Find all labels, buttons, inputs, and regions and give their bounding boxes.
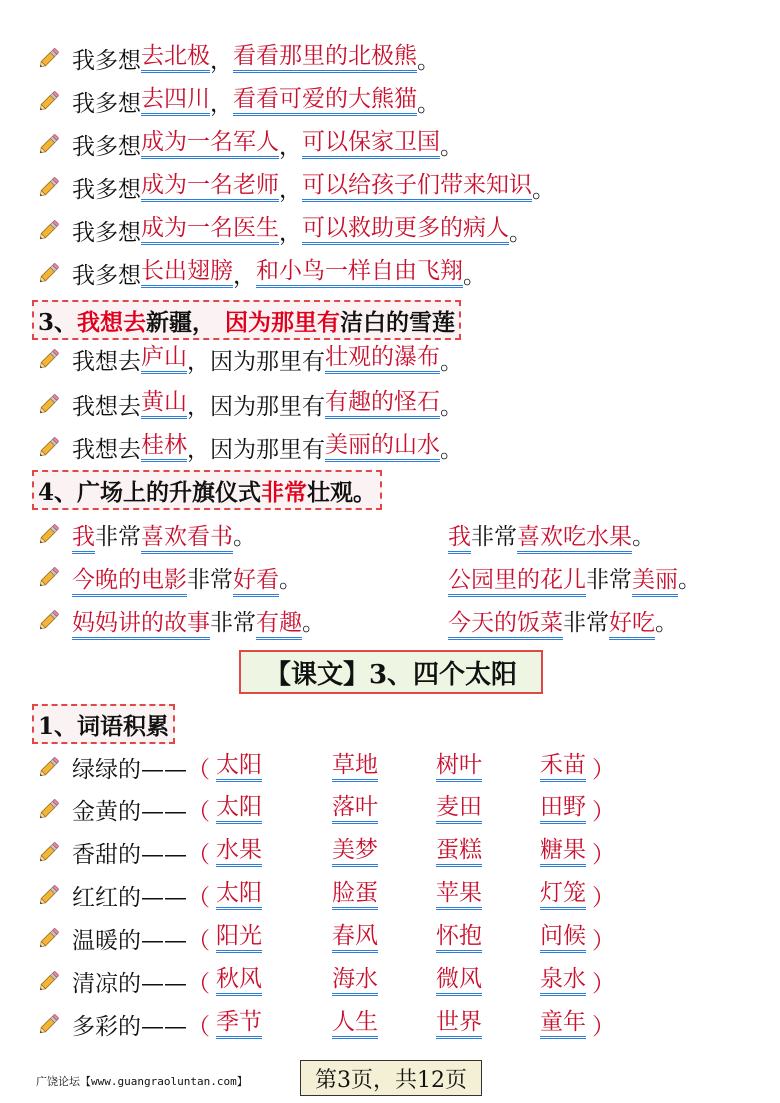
open-paren: （	[187, 884, 210, 911]
very-right-sentence	[448, 604, 678, 637]
vocab-word: 海水	[332, 966, 378, 996]
sentence-prefix: 我多想	[72, 219, 141, 246]
want-line	[36, 386, 463, 422]
answer-phrase: 长出翅膀	[141, 258, 233, 288]
very-line	[36, 602, 756, 638]
vocab-line	[36, 749, 636, 785]
section-4-heading	[32, 470, 382, 510]
punctuation: ，	[279, 219, 302, 246]
sentence-prefix: 我多想	[72, 176, 141, 203]
answer-phrase: 我	[72, 524, 95, 554]
answer-phrase: 成为一名医生	[141, 215, 279, 245]
vocab-line	[36, 920, 636, 956]
sentence-middle: ，因为那里有	[187, 348, 325, 375]
punctuation: ，	[210, 47, 233, 74]
open-paren: （	[187, 841, 210, 868]
answer-phrase: 公园里的花儿	[448, 567, 586, 597]
punctuation: 。	[655, 609, 678, 636]
pencil-icon	[36, 88, 62, 114]
vocab-word: 苹果	[436, 880, 482, 910]
answer-phrase: 今天的饭菜	[448, 610, 563, 640]
punctuation: 。	[233, 523, 256, 550]
vocab-line	[36, 963, 636, 999]
footer-site: 广饶论坛【www.guangraoluntan.com】	[36, 1075, 248, 1088]
vocab-word: 问候	[540, 923, 586, 953]
pencil-icon	[36, 925, 62, 951]
open-paren: （	[187, 756, 210, 783]
want-line	[36, 341, 463, 377]
punctuation: ，	[233, 262, 256, 289]
heading-text: 洁白的雪莲	[340, 308, 456, 336]
close-paren: ）	[592, 798, 615, 825]
punctuation: 。	[509, 219, 532, 246]
close-paren: ）	[592, 1013, 615, 1040]
vocab-word: 春风	[332, 923, 378, 953]
answer-phrase: 可以救助更多的病人	[302, 215, 509, 245]
pencil-icon	[36, 260, 62, 286]
open-paren: （	[187, 927, 210, 954]
keyword: 非常	[586, 566, 632, 593]
answer-phrase: 今晚的电影	[72, 567, 187, 597]
close-paren: ）	[592, 927, 615, 954]
answer-phrase: 和小鸟一样自由飞翔	[256, 258, 463, 288]
sentence-prefix: 我想去	[72, 393, 141, 420]
answer-phrase: 黄山	[141, 389, 187, 419]
punctuation: 。	[417, 90, 440, 117]
vocab-line	[36, 791, 636, 827]
answer-phrase: 好吃	[609, 610, 655, 640]
heading-text: 4、广场上的升旗仪式	[38, 478, 262, 506]
vocab-prefix: 绿绿的——	[72, 756, 187, 783]
vocab-word: 蛋糕	[436, 837, 482, 867]
vocab-heading: 1、词语积累	[32, 704, 175, 744]
answer-phrase: 妈妈讲的故事	[72, 610, 210, 640]
vocab-prefix: 香甜的——	[72, 841, 187, 868]
vocab-word: 麦田	[436, 794, 482, 824]
pencil-icon	[36, 796, 62, 822]
answer-phrase: 看看那里的北极熊	[233, 43, 417, 73]
wish-line	[36, 83, 440, 119]
keyword: 非常	[187, 566, 233, 593]
close-paren: ）	[592, 884, 615, 911]
vocab-word: 草地	[332, 752, 378, 782]
want-line	[36, 429, 463, 465]
sentence-prefix: 我多想	[72, 90, 141, 117]
sentence-prefix: 我想去	[72, 436, 141, 463]
punctuation: 。	[532, 176, 555, 203]
close-paren: ）	[592, 756, 615, 783]
vocab-word: 灯笼	[540, 880, 586, 910]
very-right-sentence	[448, 561, 701, 594]
vocab-word: 田野	[540, 794, 586, 824]
wish-line	[36, 212, 532, 248]
punctuation: 。	[440, 436, 463, 463]
vocab-word: 人生	[332, 1009, 378, 1039]
vocab-word: 太阳	[216, 880, 262, 910]
pencil-icon	[36, 968, 62, 994]
punctuation: 。	[678, 566, 701, 593]
punctuation: 。	[417, 47, 440, 74]
vocab-word: 水果	[216, 837, 262, 867]
open-paren: （	[187, 970, 210, 997]
heading-text: 新疆，	[146, 308, 216, 336]
answer-phrase: 庐山	[141, 344, 187, 374]
answer-phrase: 有趣的怪石	[325, 389, 440, 419]
very-left-sentence	[72, 518, 256, 551]
vocab-word: 怀抱	[436, 923, 482, 953]
vocab-prefix: 多彩的——	[72, 1013, 187, 1040]
vocab-word: 季节	[216, 1009, 262, 1039]
vocab-prefix: 红红的——	[72, 884, 187, 911]
punctuation: 。	[302, 609, 325, 636]
vocab-word: 阳光	[216, 923, 262, 953]
heading-text: 壮观。	[307, 478, 377, 506]
very-right-sentence	[448, 518, 655, 551]
lesson-title: 【课文】3、四个太阳	[239, 650, 543, 694]
punctuation: 。	[440, 133, 463, 160]
answer-phrase: 成为一名军人	[141, 129, 279, 159]
answer-phrase: 我	[448, 524, 471, 554]
keyword: 非常	[471, 523, 517, 550]
punctuation: 。	[440, 393, 463, 420]
vocab-word: 美梦	[332, 837, 378, 867]
pencil-icon	[36, 174, 62, 200]
sentence-prefix: 我多想	[72, 47, 141, 74]
punctuation: ，	[279, 133, 302, 160]
keyword: 非常	[563, 609, 609, 636]
sentence-prefix: 我想去	[72, 348, 141, 375]
punctuation: 。	[440, 348, 463, 375]
very-left-sentence	[72, 604, 325, 637]
pencil-icon	[36, 521, 62, 547]
vocab-word: 脸蛋	[332, 880, 378, 910]
page-number: 第3页，共12页	[300, 1060, 482, 1096]
punctuation: 。	[279, 566, 302, 593]
pencil-icon	[36, 391, 62, 417]
pencil-icon	[36, 1011, 62, 1037]
heading-keyword: 因为那里有	[225, 308, 341, 336]
pencil-icon	[36, 882, 62, 908]
very-left-sentence	[72, 561, 302, 594]
open-paren: （	[187, 1013, 210, 1040]
vocab-word: 太阳	[216, 794, 262, 824]
sentence-middle: ，因为那里有	[187, 436, 325, 463]
vocab-prefix: 清凉的——	[72, 970, 187, 997]
wish-line	[36, 40, 440, 76]
wish-line	[36, 255, 486, 291]
pencil-icon	[36, 45, 62, 71]
answer-phrase: 桂林	[141, 432, 187, 462]
pencil-icon	[36, 754, 62, 780]
answer-phrase: 看看可爱的大熊猫	[233, 86, 417, 116]
punctuation: ，	[279, 176, 302, 203]
answer-phrase: 喜欢吃水果	[517, 524, 632, 554]
punctuation: 。	[632, 523, 655, 550]
punctuation: 。	[463, 262, 486, 289]
vocab-word: 太阳	[216, 752, 262, 782]
answer-phrase: 去四川	[141, 86, 210, 116]
sentence-prefix: 我多想	[72, 262, 141, 289]
punctuation: ，	[210, 90, 233, 117]
answer-phrase: 成为一名老师	[141, 172, 279, 202]
vocab-word: 微风	[436, 966, 482, 996]
answer-phrase: 喜欢看书	[141, 524, 233, 554]
vocab-word: 泉水	[540, 966, 586, 996]
pencil-icon	[36, 607, 62, 633]
close-paren: ）	[592, 970, 615, 997]
close-paren: ）	[592, 841, 615, 868]
answer-phrase: 壮观的瀑布	[325, 344, 440, 374]
heading-keyword: 我想去	[77, 308, 147, 336]
vocab-word: 童年	[540, 1009, 586, 1039]
vocab-line	[36, 877, 636, 913]
pencil-icon	[36, 217, 62, 243]
answer-phrase: 美丽	[632, 567, 678, 597]
vocab-line	[36, 834, 636, 870]
very-line	[36, 559, 756, 595]
answer-phrase: 可以保家卫国	[302, 129, 440, 159]
section-number: 3、	[38, 308, 78, 336]
sentence-middle: ，因为那里有	[187, 393, 325, 420]
keyword: 非常	[210, 609, 256, 636]
vocab-word: 秋风	[216, 966, 262, 996]
answer-phrase: 有趣	[256, 610, 302, 640]
pencil-icon	[36, 131, 62, 157]
answer-phrase: 可以给孩子们带来知识	[302, 172, 532, 202]
sentence-prefix: 我多想	[72, 133, 141, 160]
vocab-word: 落叶	[332, 794, 378, 824]
answer-phrase: 好看	[233, 567, 279, 597]
vocab-prefix: 温暖的——	[72, 927, 187, 954]
vocab-word: 禾苗	[540, 752, 586, 782]
pencil-icon	[36, 346, 62, 372]
keyword: 非常	[95, 523, 141, 550]
vocab-line	[36, 1006, 636, 1042]
answer-phrase: 去北极	[141, 43, 210, 73]
vocab-prefix: 金黄的——	[72, 798, 187, 825]
vocab-word: 世界	[436, 1009, 482, 1039]
wish-line	[36, 126, 463, 162]
heading-keyword: 非常	[261, 478, 308, 506]
vocab-word: 糖果	[540, 837, 586, 867]
open-paren: （	[187, 798, 210, 825]
answer-phrase: 美丽的山水	[325, 432, 440, 462]
very-line	[36, 516, 756, 552]
vocab-word: 树叶	[436, 752, 482, 782]
wish-line	[36, 169, 555, 205]
pencil-icon	[36, 839, 62, 865]
pencil-icon	[36, 564, 62, 590]
section-3-heading	[32, 300, 461, 340]
pencil-icon	[36, 434, 62, 460]
